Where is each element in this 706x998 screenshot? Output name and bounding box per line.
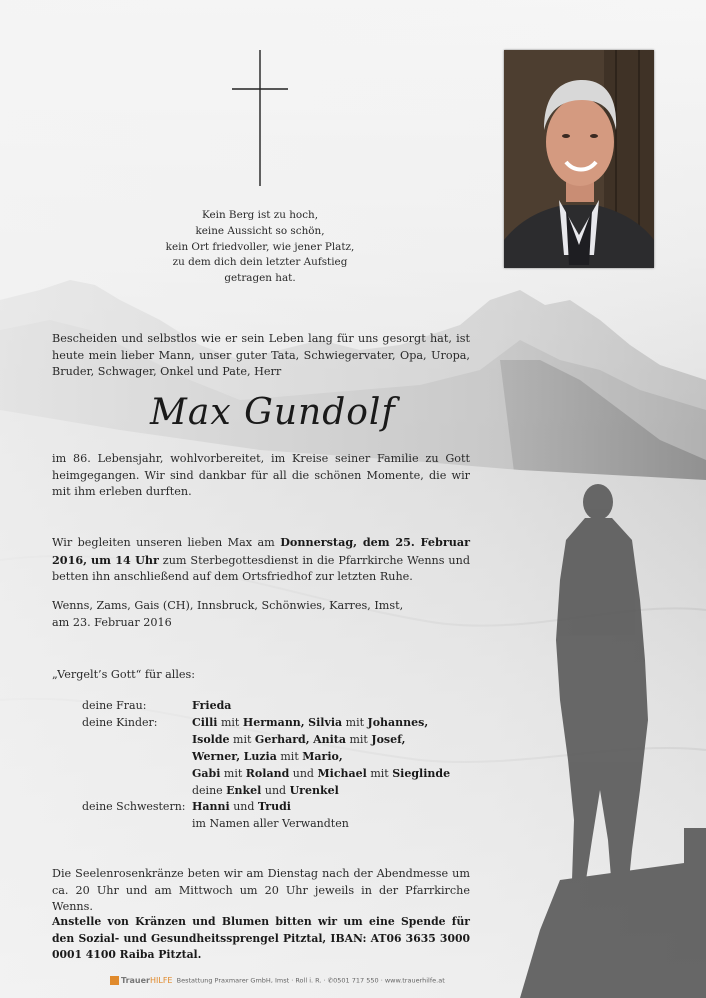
connector: mit [223, 766, 243, 780]
poem-line: keine Aussicht so schön, [195, 224, 325, 237]
thanks-line: „Vergelt’s Gott“ für alles: [52, 668, 196, 681]
grandchildren: Enkel [226, 783, 262, 797]
children-line [192, 732, 450, 749]
connector: und [292, 766, 314, 780]
deceased-name: Max Gundolf [150, 392, 396, 433]
spouse-name: Gerhard, [254, 732, 310, 746]
children-line [192, 715, 450, 732]
poem-line: kein Ort friedvoller, wie jener Platz, [165, 240, 355, 253]
wife-name: Frieda [192, 699, 232, 712]
places-paragraph [52, 598, 470, 631]
great-grandchildren: Urenkel [289, 783, 339, 797]
funeral-time: um 14 Uhr [90, 552, 159, 567]
children-line [192, 766, 450, 783]
connector: mit [345, 715, 365, 729]
spouse-name: Roland [245, 766, 290, 780]
brand-name-accent: HILFE [150, 976, 173, 985]
spouse-name: Hermann, [242, 715, 305, 729]
all-relatives: im Namen aller Verwandten [192, 817, 349, 831]
connector: deine [192, 783, 223, 797]
connector: und [264, 783, 287, 797]
portrait-photo [504, 50, 654, 268]
footer [110, 976, 445, 985]
child-name: Silvia [308, 715, 343, 729]
funeral-pre: Wir begleiten unseren lieben Max am [52, 536, 281, 549]
connector: mit [370, 766, 389, 780]
connector: mit [349, 732, 368, 746]
brand-name: Trauer [121, 976, 150, 985]
grandchildren-line [192, 783, 450, 800]
sister-name: Trudi [257, 800, 291, 814]
sisters-line [192, 799, 450, 816]
funeral-post: zum Sterbegottesdienst in die Pfarrkirche Wenns und betten ihn anschließend auf dem Ortsfriedhof zur letzten Ruhe. [52, 553, 470, 584]
child-name: Gabi [192, 766, 221, 780]
sisters-label: deine Schwestern: [82, 800, 186, 814]
children-label: deine Kinder: [82, 715, 158, 729]
spouse-name: Johannes, [367, 715, 429, 729]
intro-paragraph: Bescheiden und selbstlos wie er sein Leben lang für uns gesorgt hat, ist heute mein lieber Mann, unser guter Tata, Schwiegervater, Opa, Uropa, Bruder, Schwager, Onkel und Pate, Herr [52, 332, 470, 379]
sister-name: Hanni [192, 800, 230, 814]
wife-label: deine Frau: [82, 699, 147, 712]
footer-text: Bestattung Praxmarer GmbH, Imst · Roll i. R. · ✆0501 717 550 · www.trauerhilfe.at [176, 976, 445, 985]
spouse-name: Josef, [371, 732, 406, 746]
child-name: Luzia [243, 749, 277, 763]
child-name: Michael [317, 766, 367, 780]
place-date: am 23. Februar 2016 [52, 615, 172, 629]
places: Wenns, Zams, Gais (CH), Innsbruck, Schönwies, Karres, Imst, [52, 599, 404, 612]
connector: mit [280, 749, 299, 763]
funeral-paragraph [52, 534, 470, 586]
death-paragraph: im 86. Lebensjahr, wohlvorbereitet, im Kreise seiner Familie zu Gott heimgegangen. Wir sind dankbar für all die schönen Momente, die wir mit ihm erleben durften. [52, 452, 470, 499]
poem [150, 208, 370, 287]
child-name: Isolde [192, 732, 230, 746]
connector: mit [233, 732, 252, 746]
connector: mit [220, 715, 240, 729]
relatives-list [82, 698, 450, 833]
child-name: Cilli [192, 715, 218, 729]
child-name: Werner, [192, 749, 241, 763]
child-name: Anita [313, 732, 346, 746]
connector: und [233, 800, 255, 814]
poem-line: zu dem dich dein letzter Aufstieg getragen hat. [172, 256, 348, 285]
rosary-paragraph: Die Seelenrosenkränze beten wir am Dienstag nach der Abendmesse um ca. 20 Uhr und am Mittwoch um 20 Uhr jeweils in der Pfarrkirche Wenns. [52, 867, 470, 914]
spouse-name: Sieglinde [392, 766, 451, 780]
donation-paragraph: Anstelle von Kränzen und Blumen bitten wir um eine Spende für den Sozial- und Gesundheitssprengel Pitztal, IBAN: AT06 3635 3000 0001 4100 Raiba Pitztal. [52, 915, 470, 962]
children-line [192, 749, 450, 766]
funeral-date: Donnerstag, dem 25. Februar 2016, [52, 535, 471, 567]
spouse-name: Mario, [302, 749, 343, 763]
poem-line: Kein Berg ist zu hoch, [201, 209, 319, 221]
trauerhilfe-logo-icon [110, 976, 119, 985]
cross-icon [232, 50, 288, 186]
